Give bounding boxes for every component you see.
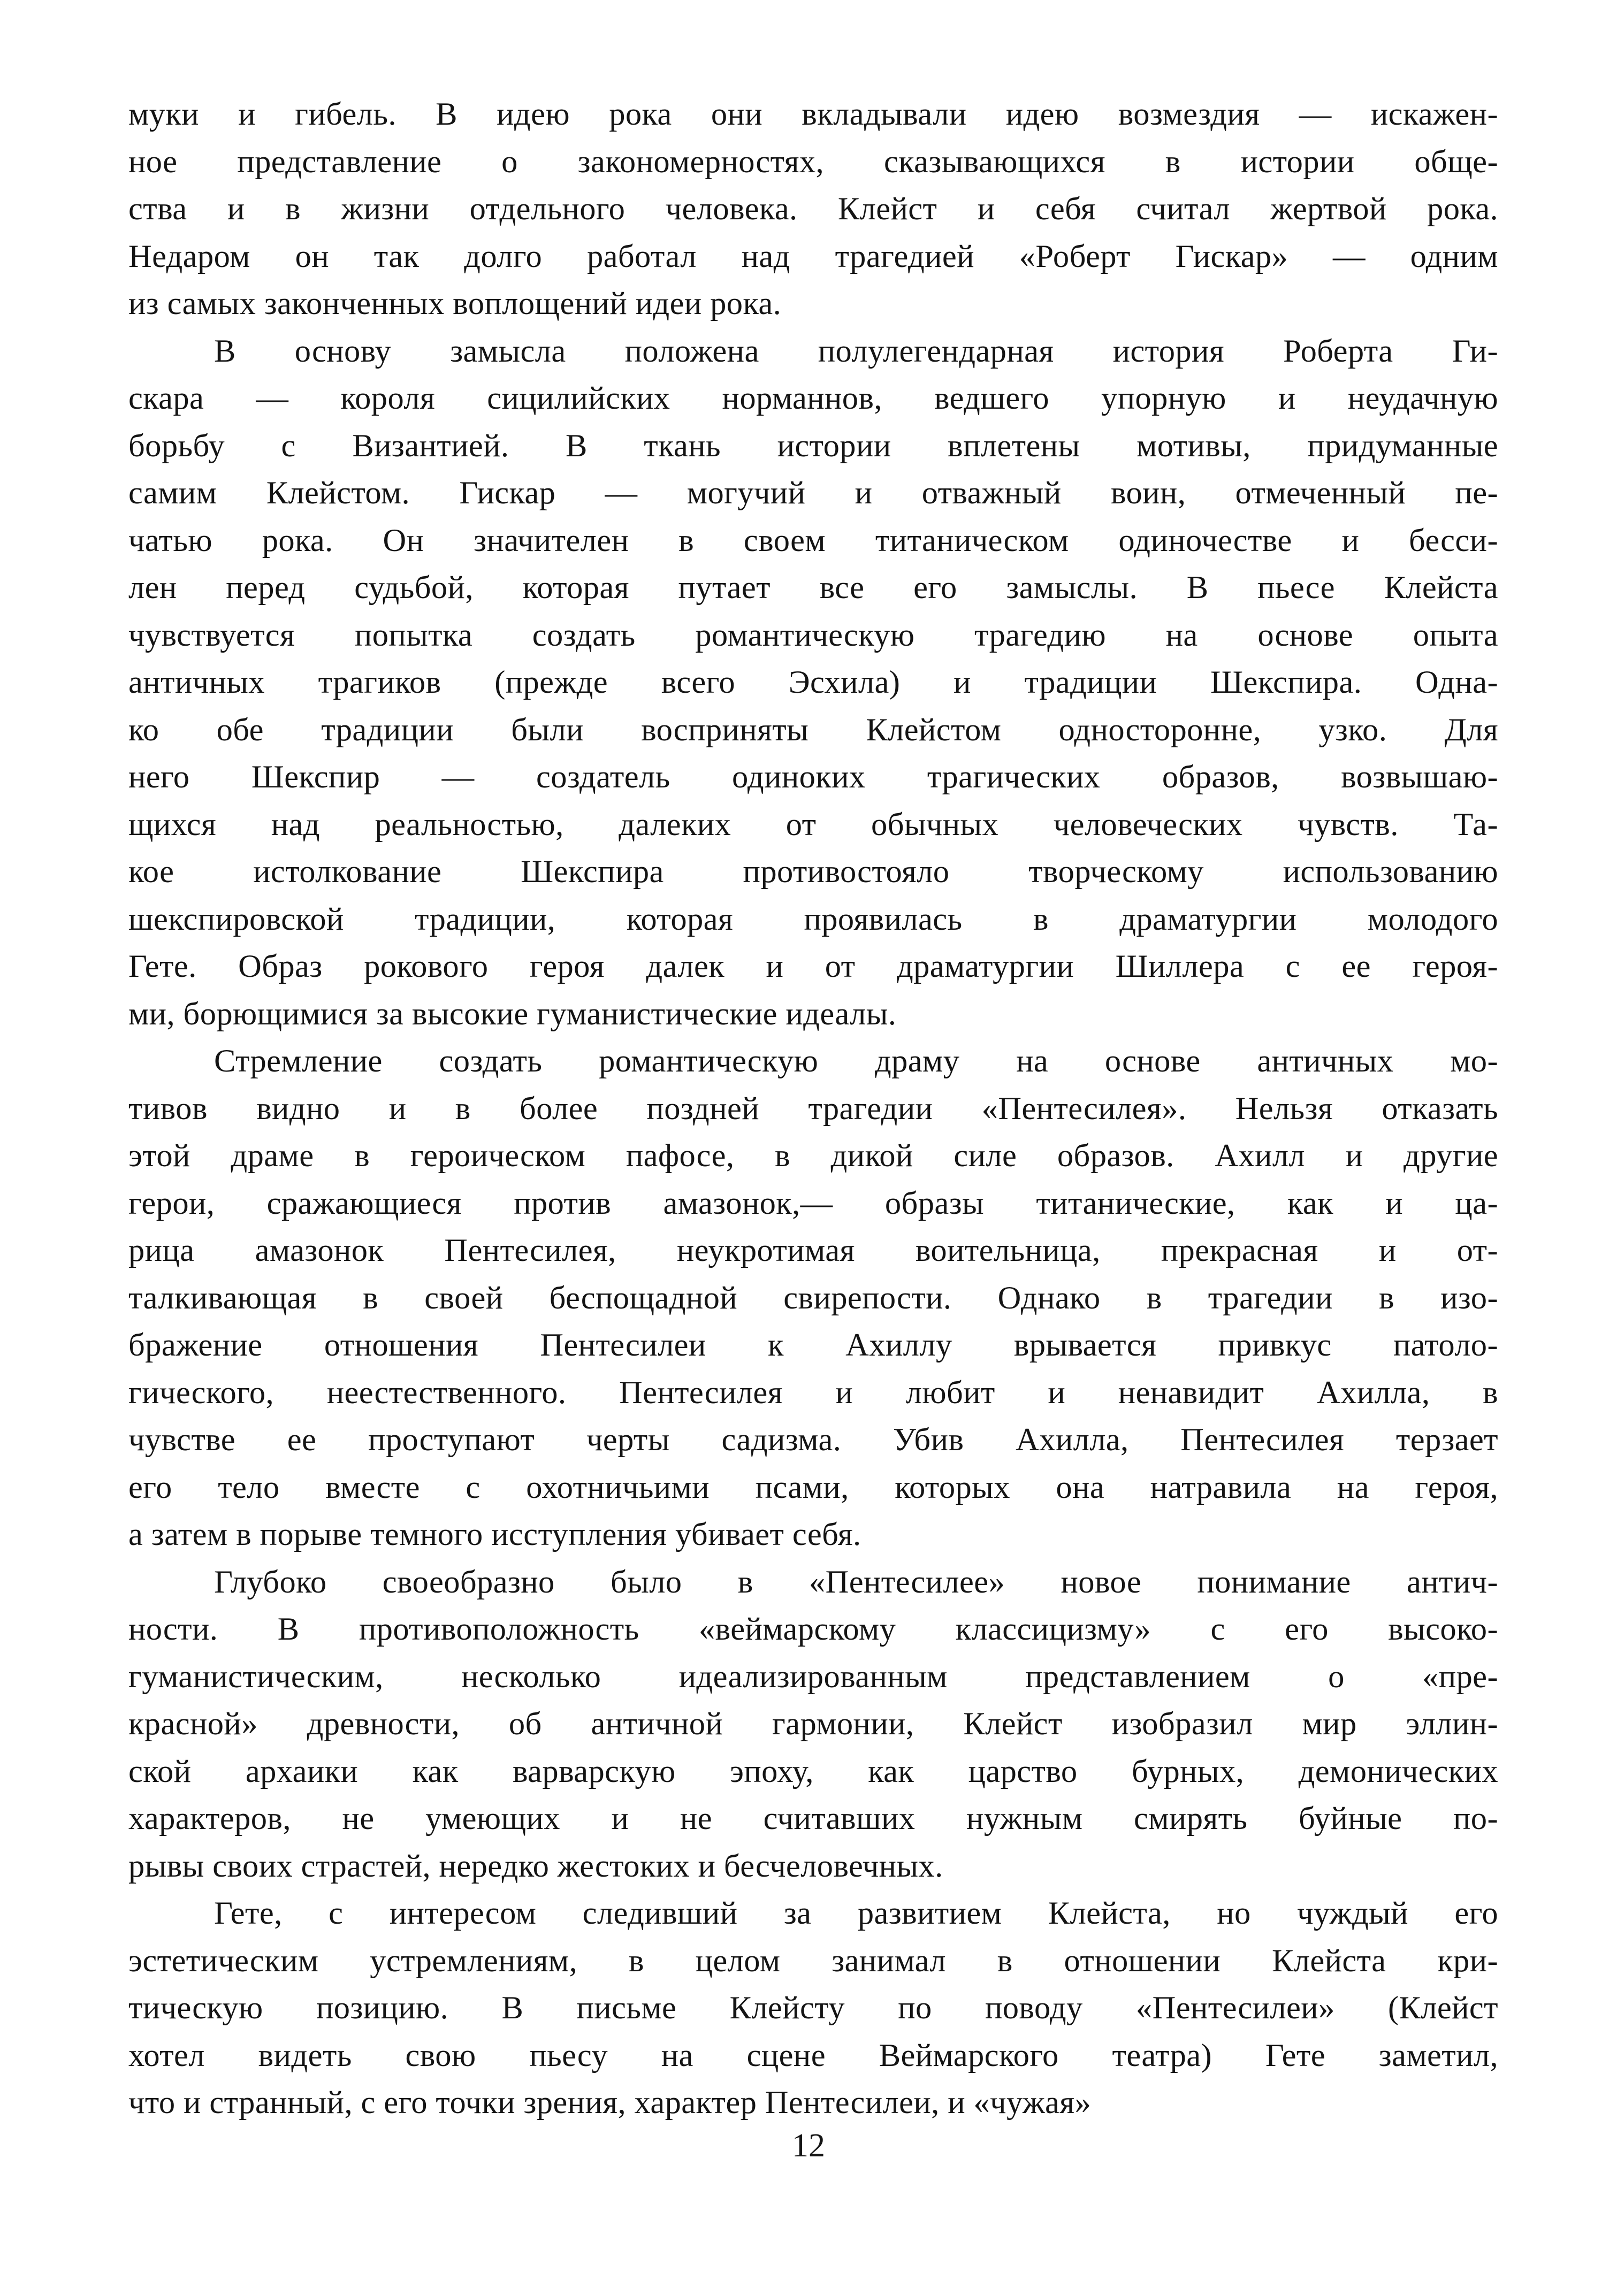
text-line: его тело вместе с охотничьими псами, которых она натравила на героя, bbox=[128, 1469, 1498, 1505]
paragraph bbox=[128, 1559, 1498, 1891]
text-line: Стремление создать романтическую драму на основе античных мо- bbox=[214, 1043, 1498, 1079]
body-text bbox=[128, 91, 1498, 2127]
text-line: ности. В противоположность «веймарскому классицизму» с его высоко- bbox=[128, 1611, 1498, 1647]
text-line: чувстве ее проступают черты садизма. Убив Ахилла, Пентесилея терзает bbox=[128, 1422, 1498, 1458]
text-line: тическую позицию. В письме Клейсту по поводу «Пентесилеи» (Клейст bbox=[128, 1990, 1498, 2026]
text-line: ми, борющимися за высокие гуманистические идеалы. bbox=[128, 996, 897, 1032]
paragraph bbox=[128, 1038, 1498, 1559]
text-line: этой драме в героическом пафосе, в дикой силе образов. Ахилл и другие bbox=[128, 1138, 1498, 1174]
text-line: него Шекспир — создатель одиноких трагических образов, возвышаю- bbox=[128, 759, 1498, 795]
text-line: из самых законченных воплощений идеи рока. bbox=[128, 286, 782, 322]
text-line: герои, сражающиеся против амазонок,— образы титанические, как и ца- bbox=[128, 1185, 1498, 1221]
text-line: ства и в жизни отдельного человека. Клейст и себя считал жертвой рока. bbox=[128, 191, 1498, 227]
text-line: Недаром он так долго работал над трагедией «Роберт Гискар» — одним bbox=[128, 238, 1498, 274]
text-line: а затем в порыве темного исступления убивает себя. bbox=[128, 1517, 861, 1552]
text-line: Гете, с интересом следивший за развитием Клейста, но чуждый его bbox=[214, 1895, 1498, 1931]
text-line: бражение отношения Пентесилеи к Ахиллу врывается привкус патоло- bbox=[128, 1327, 1498, 1363]
text-line: красной» древности, об античной гармонии, Клейст изобразил мир эллин- bbox=[128, 1706, 1498, 1742]
text-line: Глубоко своеобразно было в «Пентесилее» новое понимание антич- bbox=[214, 1564, 1498, 1600]
text-line: характеров, не умеющих и не считавших нужным смирять буйные по- bbox=[128, 1801, 1498, 1836]
paragraph bbox=[128, 328, 1498, 1038]
text-line: рывы своих страстей, нередко жестоких и бесчеловечных. bbox=[128, 1848, 943, 1884]
paragraph bbox=[128, 91, 1498, 328]
text-line: Гете. Образ рокового героя далек и от драматургии Шиллера с ее героя- bbox=[128, 948, 1498, 984]
text-line: чатью рока. Он значителен в своем титаническом одиночестве и бесси- bbox=[128, 522, 1498, 558]
text-line: что и странный, с его точки зрения, характер Пентесилеи, и «чужая» bbox=[128, 2085, 1092, 2121]
text-line: гического, неестественного. Пентесилея и любит и ненавидит Ахилла, в bbox=[128, 1374, 1498, 1411]
text-line: талкивающая в своей беспощадной свирепости. Однако в трагедии в изо- bbox=[128, 1280, 1498, 1316]
text-line: тивов видно и в более поздней трагедии «Пентесилея». Нельзя отказать bbox=[128, 1090, 1498, 1127]
text-line: шекспировской традиции, которая проявилась в драматургии молодого bbox=[128, 901, 1498, 937]
text-line: хотел видеть свою пьесу на сцене Веймарского театра) Гете заметил, bbox=[128, 2037, 1498, 2073]
text-line: лен перед судьбой, которая путает все его замыслы. В пьесе Клейста bbox=[128, 570, 1498, 606]
text-line: гуманистическим, несколько идеализированным представлением о «пре- bbox=[128, 1658, 1498, 1695]
text-line: скара — короля сицилийских норманнов, ведшего упорную и неудачную bbox=[128, 380, 1498, 416]
text-line: щихся над реальностью, далеких от обычных человеческих чувств. Та- bbox=[128, 806, 1498, 843]
text-line: В основу замысла положена полулегендарная история Роберта Ги- bbox=[214, 333, 1498, 369]
page-number: 12 bbox=[792, 2127, 825, 2164]
paragraph bbox=[128, 1890, 1498, 2127]
text-line: эстетическим устремлениям, в целом занимал в отношении Клейста кри- bbox=[128, 1942, 1498, 1979]
text-line: самим Клейстом. Гискар — могучий и отважный воин, отмеченный пе- bbox=[128, 475, 1498, 511]
text-line: ской архаики как варварскую эпоху, как царство бурных, демонических bbox=[128, 1753, 1498, 1789]
text-line: рица амазонок Пентесилея, неукротимая воительница, прекрасная и от- bbox=[128, 1233, 1498, 1268]
text-line: ко обе традиции были восприняты Клейстом односторонне, узко. Для bbox=[128, 711, 1498, 748]
text-line: античных трагиков (прежде всего Эсхила) и традиции Шекспира. Одна- bbox=[128, 664, 1498, 700]
text-line: борьбу с Византией. В ткань истории вплетены мотивы, придуманные bbox=[128, 427, 1498, 464]
text-line: чувствуется попытка создать романтическую трагедию на основе опыта bbox=[128, 617, 1498, 653]
text-line: кое истолкование Шекспира противостояло творческому использованию bbox=[128, 854, 1498, 890]
text-line: ное представление о закономерностях, сказывающихся в истории обще- bbox=[128, 143, 1498, 180]
text-line: муки и гибель. В идею рока они вкладывали идею возмездия — искажен- bbox=[128, 96, 1498, 132]
